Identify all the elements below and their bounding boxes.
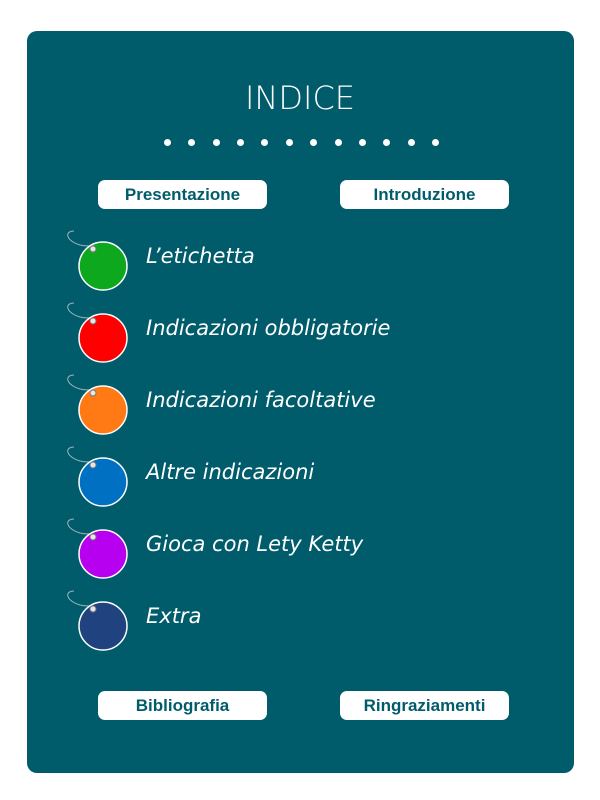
divider-dot — [164, 139, 171, 146]
index-item-extra[interactable] — [62, 589, 502, 651]
index-item-etichetta[interactable] — [62, 229, 502, 291]
divider-dot — [261, 139, 268, 146]
tag-icon — [62, 373, 142, 435]
index-item-label: Altre indicazioni — [146, 460, 315, 484]
divider-dot — [335, 139, 342, 146]
index-item-indicazioni-facoltative[interactable] — [62, 373, 502, 435]
tag-icon — [62, 517, 142, 579]
divider-dot — [383, 139, 390, 146]
index-item-gioca[interactable] — [62, 517, 502, 579]
ringraziamenti-button[interactable]: Ringraziamenti — [340, 691, 509, 720]
index-item-label: Indicazioni facoltative — [146, 388, 376, 412]
tag-icon — [62, 301, 142, 363]
index-item-altre-indicazioni[interactable] — [62, 445, 502, 507]
index-item-label: Gioca con Lety Ketty — [146, 532, 364, 556]
divider-dot — [188, 139, 195, 146]
tag-icon — [62, 589, 142, 651]
divider-dot — [237, 139, 244, 146]
divider-dot — [359, 139, 366, 146]
divider-dot — [286, 139, 293, 146]
divider-dot — [432, 139, 439, 146]
index-item-indicazioni-obbligatorie[interactable] — [62, 301, 502, 363]
tag-icon — [62, 445, 142, 507]
divider-dot — [408, 139, 415, 146]
index-item-label: Indicazioni obbligatorie — [146, 316, 391, 340]
divider-dot — [213, 139, 220, 146]
tag-icon — [62, 229, 142, 291]
dotted-divider — [164, 137, 439, 147]
index-title: INDICE — [244, 79, 355, 117]
index-item-label: L’etichetta — [146, 244, 255, 268]
index-item-label: Extra — [146, 604, 202, 628]
introduzione-button[interactable]: Introduzione — [340, 180, 509, 209]
presentazione-button[interactable]: Presentazione — [98, 180, 267, 209]
bibliografia-button[interactable]: Bibliografia — [98, 691, 267, 720]
divider-dot — [310, 139, 317, 146]
